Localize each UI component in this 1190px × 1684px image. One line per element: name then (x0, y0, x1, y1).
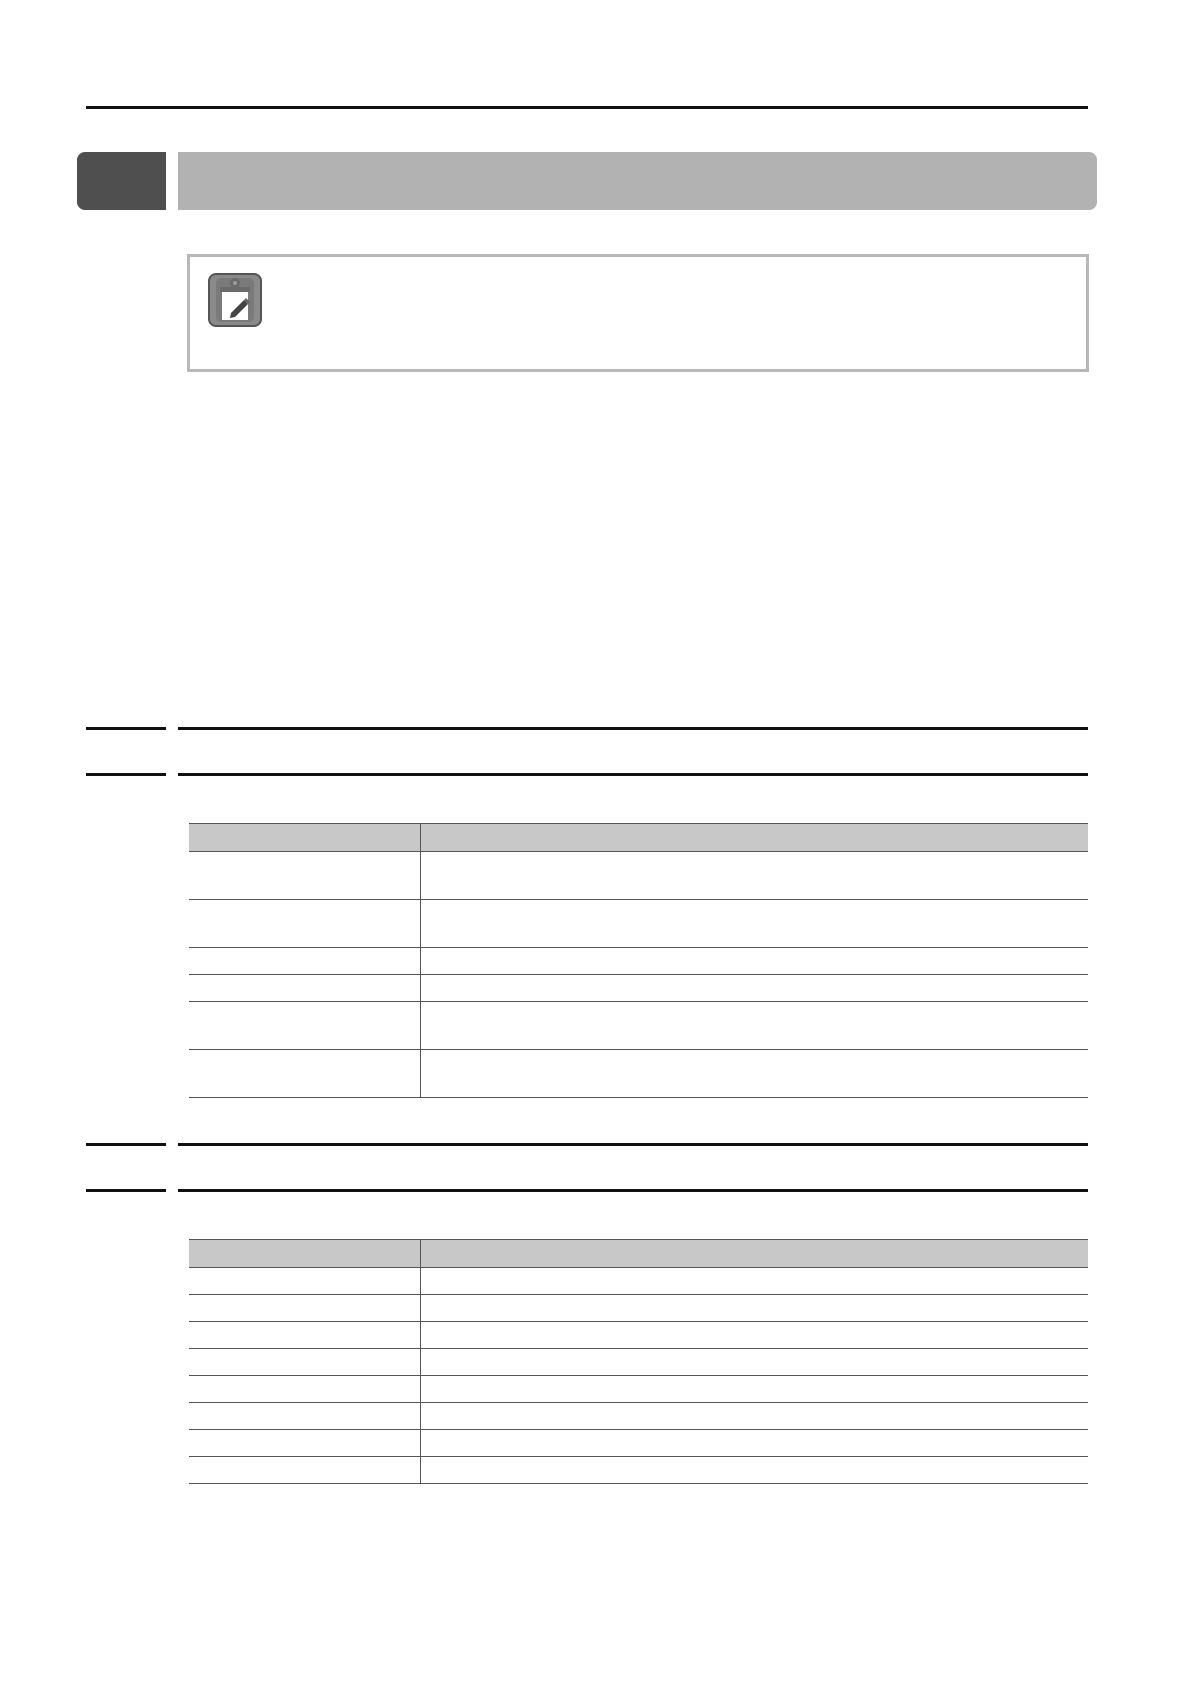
subsection-1-heading (86, 727, 1088, 777)
section-title-bar (178, 152, 1097, 210)
table-cell (420, 1376, 1088, 1403)
table-cell (420, 852, 1088, 900)
page-top-rule (86, 106, 1088, 109)
table-cell (189, 975, 420, 1002)
heading-rule (86, 773, 166, 776)
table-cell (189, 1349, 420, 1376)
clipboard-pencil-icon (208, 273, 262, 327)
table-cell (189, 1430, 420, 1457)
table-cell (420, 1349, 1088, 1376)
heading-rule (178, 727, 1088, 730)
table-cell (189, 1268, 420, 1295)
table-cell (420, 1002, 1088, 1050)
table-cell (420, 1430, 1088, 1457)
table-row (189, 900, 1088, 948)
heading-rule (178, 1143, 1088, 1146)
table-header-cell (189, 1240, 420, 1268)
table-row (189, 1322, 1088, 1349)
heading-rule (86, 1189, 166, 1192)
section-banner (77, 152, 1097, 210)
subsection-1-table (189, 823, 1088, 1098)
table-cell (189, 1322, 420, 1349)
table-cell (420, 1457, 1088, 1484)
table-cell (420, 975, 1088, 1002)
table-row (189, 1457, 1088, 1484)
table-cell (420, 1268, 1088, 1295)
table-header-row (189, 824, 1088, 852)
table-cell (189, 1376, 420, 1403)
note-box (187, 254, 1089, 372)
table-row (189, 1002, 1088, 1050)
table-header-row (189, 1240, 1088, 1268)
heading-rule (86, 727, 166, 730)
table-row (189, 1403, 1088, 1430)
table-row (189, 948, 1088, 975)
table-row (189, 1050, 1088, 1098)
heading-rule (178, 1189, 1088, 1192)
table-row (189, 1349, 1088, 1376)
table-cell (189, 1457, 420, 1484)
table-cell (189, 900, 420, 948)
table-row (189, 1268, 1088, 1295)
table-row (189, 975, 1088, 1002)
table-header-cell (420, 824, 1088, 852)
table-cell (189, 1403, 420, 1430)
table-header-cell (420, 1240, 1088, 1268)
table-cell (189, 948, 420, 975)
table-cell (420, 948, 1088, 975)
table-cell (420, 900, 1088, 948)
heading-rule (86, 1143, 166, 1146)
table-cell (420, 1295, 1088, 1322)
table-header-cell (189, 824, 420, 852)
table-cell (420, 1322, 1088, 1349)
table-cell (420, 1050, 1088, 1098)
section-number-tab (77, 152, 166, 210)
heading-rule (178, 773, 1088, 776)
table-row (189, 1430, 1088, 1457)
subsection-2-heading (86, 1143, 1088, 1193)
table-row (189, 1376, 1088, 1403)
subsection-2-table (189, 1239, 1088, 1484)
table-cell (189, 1002, 420, 1050)
table-row (189, 1295, 1088, 1322)
table-cell (189, 1050, 420, 1098)
table-cell (189, 852, 420, 900)
table-cell (420, 1403, 1088, 1430)
table-row (189, 852, 1088, 900)
table-cell (189, 1295, 420, 1322)
